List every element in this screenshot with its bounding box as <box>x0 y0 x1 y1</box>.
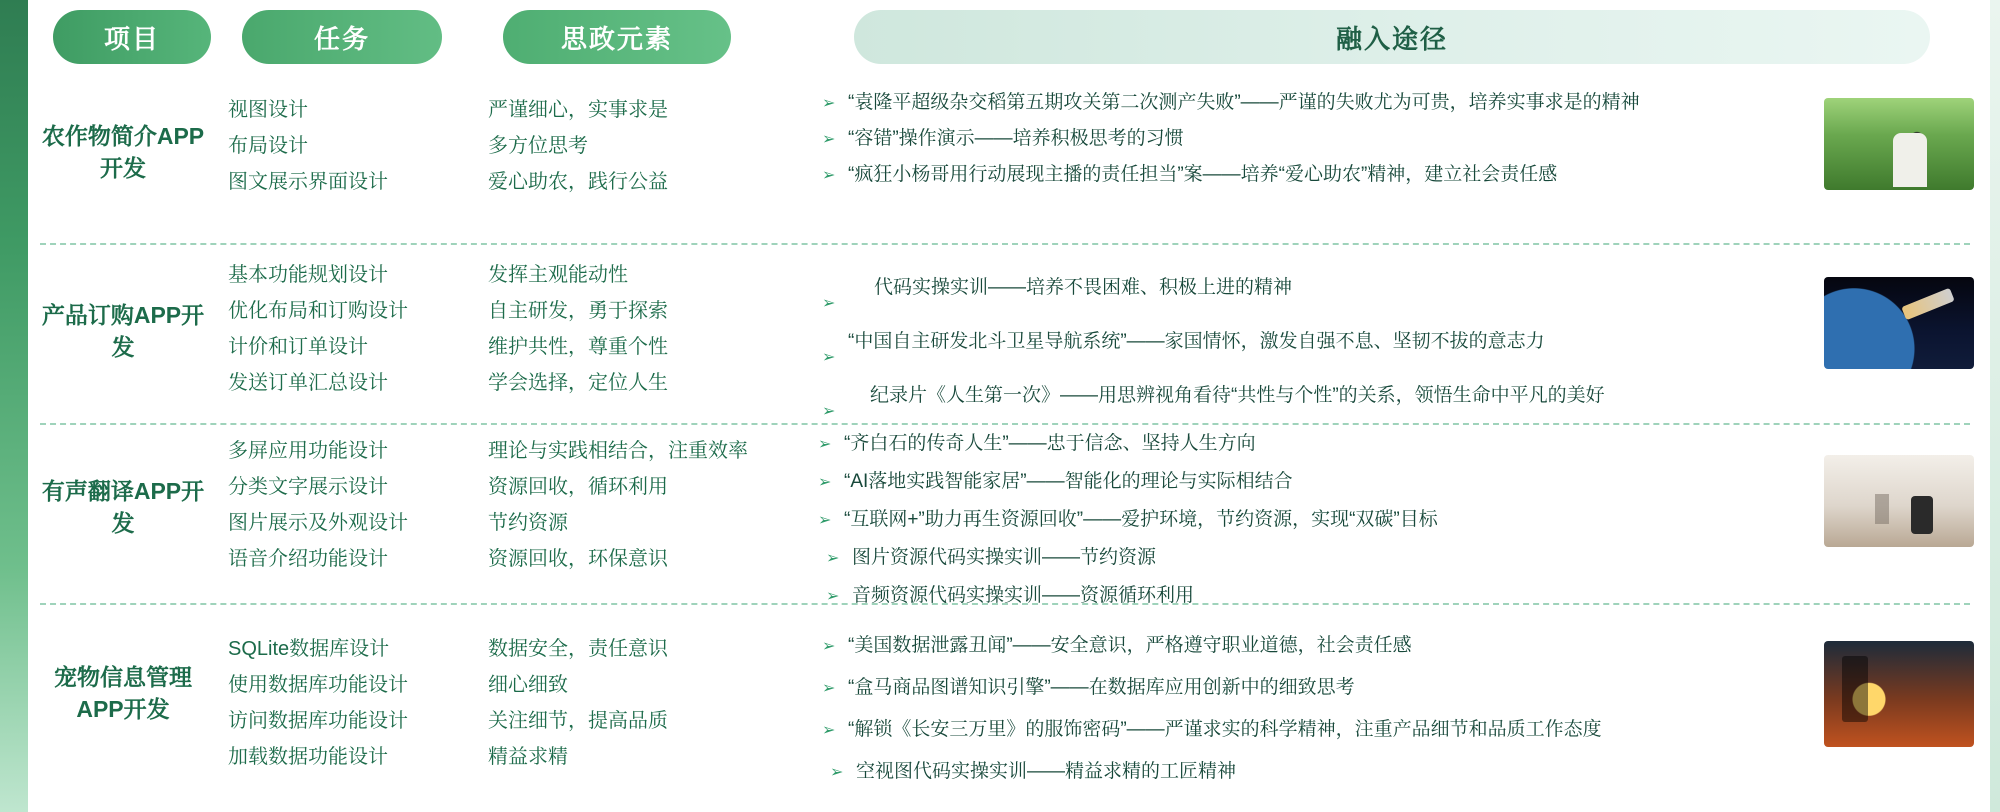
element-item: 资源回收，循环利用 <box>488 476 668 498</box>
path-item <box>818 261 1828 315</box>
task-item: 图片展示及外观设计 <box>228 512 408 534</box>
bullet-arrow-icon: ➢ <box>822 349 836 366</box>
path-text: 纪录片《人生第一次》——用思辨视角看待“共性与个性”的关系，领悟生命中平凡的美好 <box>870 385 1605 406</box>
bullet-arrow-icon: ➢ <box>818 436 832 453</box>
path-item <box>814 545 1824 571</box>
row-image-farmer <box>1824 98 1974 190</box>
bullet-arrow-icon: ➢ <box>830 764 844 781</box>
element-item: 多方位思考 <box>488 135 588 157</box>
element-item: 自主研发，勇于探索 <box>488 300 668 322</box>
path-text: “疯狂小杨哥用行动展现主播的责任担当”案——培养“爱心助农”精神，建立社会责任感 <box>848 164 1558 185</box>
row-path-list <box>818 633 1828 785</box>
row-divider <box>40 603 1970 605</box>
right-decorative-rail <box>1990 0 2000 812</box>
path-text: “互联网+”助力再生资源回收”——爱护环境，节约资源，实现“双碳”目标 <box>844 509 1438 530</box>
task-item: 多屏应用功能设计 <box>228 440 388 462</box>
path-text: “袁隆平超级杂交稻第五期攻关第二次测产失败”——严谨的失败尤为可贵，培养实事求是的精神 <box>848 92 1640 113</box>
table-header <box>28 8 1990 70</box>
row-element-list <box>488 92 818 200</box>
path-item <box>818 633 1828 659</box>
task-item: 基本功能规划设计 <box>228 264 388 286</box>
row-image-satellite <box>1824 277 1974 369</box>
row-divider <box>40 423 1970 425</box>
row-project-name: 宠物信息管理APP开发 <box>54 664 192 722</box>
row-element-list <box>488 257 818 401</box>
element-item: 精益求精 <box>488 746 568 768</box>
path-item <box>814 469 1824 495</box>
bullet-arrow-icon: ➢ <box>822 722 836 739</box>
header-cell-element: 思政元素 <box>503 10 731 64</box>
path-item <box>818 369 1828 423</box>
path-text: “容错”操作演示——培养积极思考的习惯 <box>848 128 1184 149</box>
element-item: 理论与实践相结合，注重效率 <box>488 440 748 462</box>
row-path-list <box>818 90 1828 198</box>
element-item: 数据安全，责任意识 <box>488 638 668 660</box>
task-item: 发送订单汇总设计 <box>228 372 388 394</box>
row-task-list <box>228 631 478 775</box>
task-item: 语音介绍功能设计 <box>228 548 388 570</box>
path-item <box>814 431 1824 457</box>
row-image-smart-home <box>1824 455 1974 547</box>
path-item <box>818 315 1828 369</box>
element-item: 发挥主观能动性 <box>488 264 628 286</box>
row-path-list <box>814 431 1824 609</box>
task-item: 加载数据功能设计 <box>228 746 388 768</box>
header-cell-task: 任务 <box>242 10 442 64</box>
bullet-arrow-icon: ➢ <box>818 474 832 491</box>
bullet-arrow-icon: ➢ <box>822 638 836 655</box>
row-task-list <box>228 433 478 577</box>
table-row <box>28 243 1990 423</box>
bullet-arrow-icon: ➢ <box>826 550 840 567</box>
element-item: 爱心助农，践行公益 <box>488 171 668 193</box>
table-row <box>28 603 1990 812</box>
row-project-name: 农作物简介APP开发 <box>41 123 205 181</box>
task-item: 分类文字展示设计 <box>228 476 388 498</box>
element-item: 关注细节，提高品质 <box>488 710 668 732</box>
path-text: 音频资源代码实操实训——资源循环利用 <box>852 585 1195 606</box>
path-item <box>818 90 1828 116</box>
path-text: “盒马商品图谱知识引擎”——在数据库应用创新中的细致思考 <box>848 677 1355 698</box>
row-project-name: 产品订购APP开发 <box>41 302 205 360</box>
path-item <box>814 507 1824 533</box>
header-cell-path: 融入途径 <box>854 10 1930 64</box>
path-item <box>818 162 1828 188</box>
row-element-list <box>488 631 818 775</box>
row-project-name: 有声翻译APP开发 <box>41 478 205 536</box>
element-item: 学会选择，定位人生 <box>488 372 668 394</box>
path-text: 代码实操实训——培养不畏困难、积极上进的精神 <box>874 277 1293 298</box>
row-element-list <box>488 433 818 577</box>
row-task-list <box>228 92 478 200</box>
task-item: 视图设计 <box>228 99 308 121</box>
element-item: 资源回收，环保意识 <box>488 548 668 570</box>
path-text: 图片资源代码实操实训——节约资源 <box>852 547 1157 568</box>
path-item <box>818 759 1828 785</box>
task-item: 访问数据库功能设计 <box>228 710 408 732</box>
row-task-list <box>228 257 478 401</box>
row-image-changan-poster <box>1824 641 1974 747</box>
left-decorative-rail <box>0 0 28 812</box>
path-text: “AI落地实践智能家居”——智能化的理论与实际相结合 <box>844 471 1293 492</box>
path-text: 空视图代码实操实训——精益求精的工匠精神 <box>856 761 1237 782</box>
task-item: 图文展示界面设计 <box>228 171 388 193</box>
header-cell-project: 项目 <box>53 10 211 64</box>
bullet-arrow-icon: ➢ <box>818 512 832 529</box>
element-item: 细心细致 <box>488 674 568 696</box>
path-item <box>818 717 1828 743</box>
bullet-arrow-icon: ➢ <box>822 131 836 148</box>
bullet-arrow-icon: ➢ <box>822 680 836 697</box>
element-item: 维护共性，尊重个性 <box>488 336 668 358</box>
element-item: 节约资源 <box>488 512 568 534</box>
task-item: 计价和订单设计 <box>228 336 368 358</box>
table-row <box>28 423 1990 606</box>
bullet-arrow-icon: ➢ <box>822 295 836 312</box>
path-text: “解锁《长安三万里》的服饰密码”——严谨求实的科学精神，注重产品细节和品质工作态度 <box>848 719 1602 740</box>
row-divider <box>40 243 1970 245</box>
path-text: “美国数据泄露丑闻”——安全意识，严格遵守职业道德，社会责任感 <box>848 635 1412 656</box>
task-item: 布局设计 <box>228 135 308 157</box>
bullet-arrow-icon: ➢ <box>822 403 836 420</box>
element-item: 严谨细心，实事求是 <box>488 99 668 121</box>
task-item: 使用数据库功能设计 <box>228 674 408 696</box>
task-item: SQLite数据库设计 <box>228 638 390 660</box>
path-item <box>818 126 1828 152</box>
task-item: 优化布局和订购设计 <box>228 300 408 322</box>
path-text: “齐白石的传奇人生”——忠于信念、坚持人生方向 <box>844 433 1256 454</box>
bullet-arrow-icon: ➢ <box>822 167 836 184</box>
bullet-arrow-icon: ➢ <box>822 95 836 112</box>
table-row <box>28 78 1990 243</box>
path-item <box>818 675 1828 701</box>
bullet-arrow-icon: ➢ <box>826 588 840 605</box>
row-path-list <box>818 261 1828 423</box>
path-text: “中国自主研发北斗卫星导航系统”——家国情怀，激发自强不息、坚韧不拔的意志力 <box>848 331 1545 352</box>
